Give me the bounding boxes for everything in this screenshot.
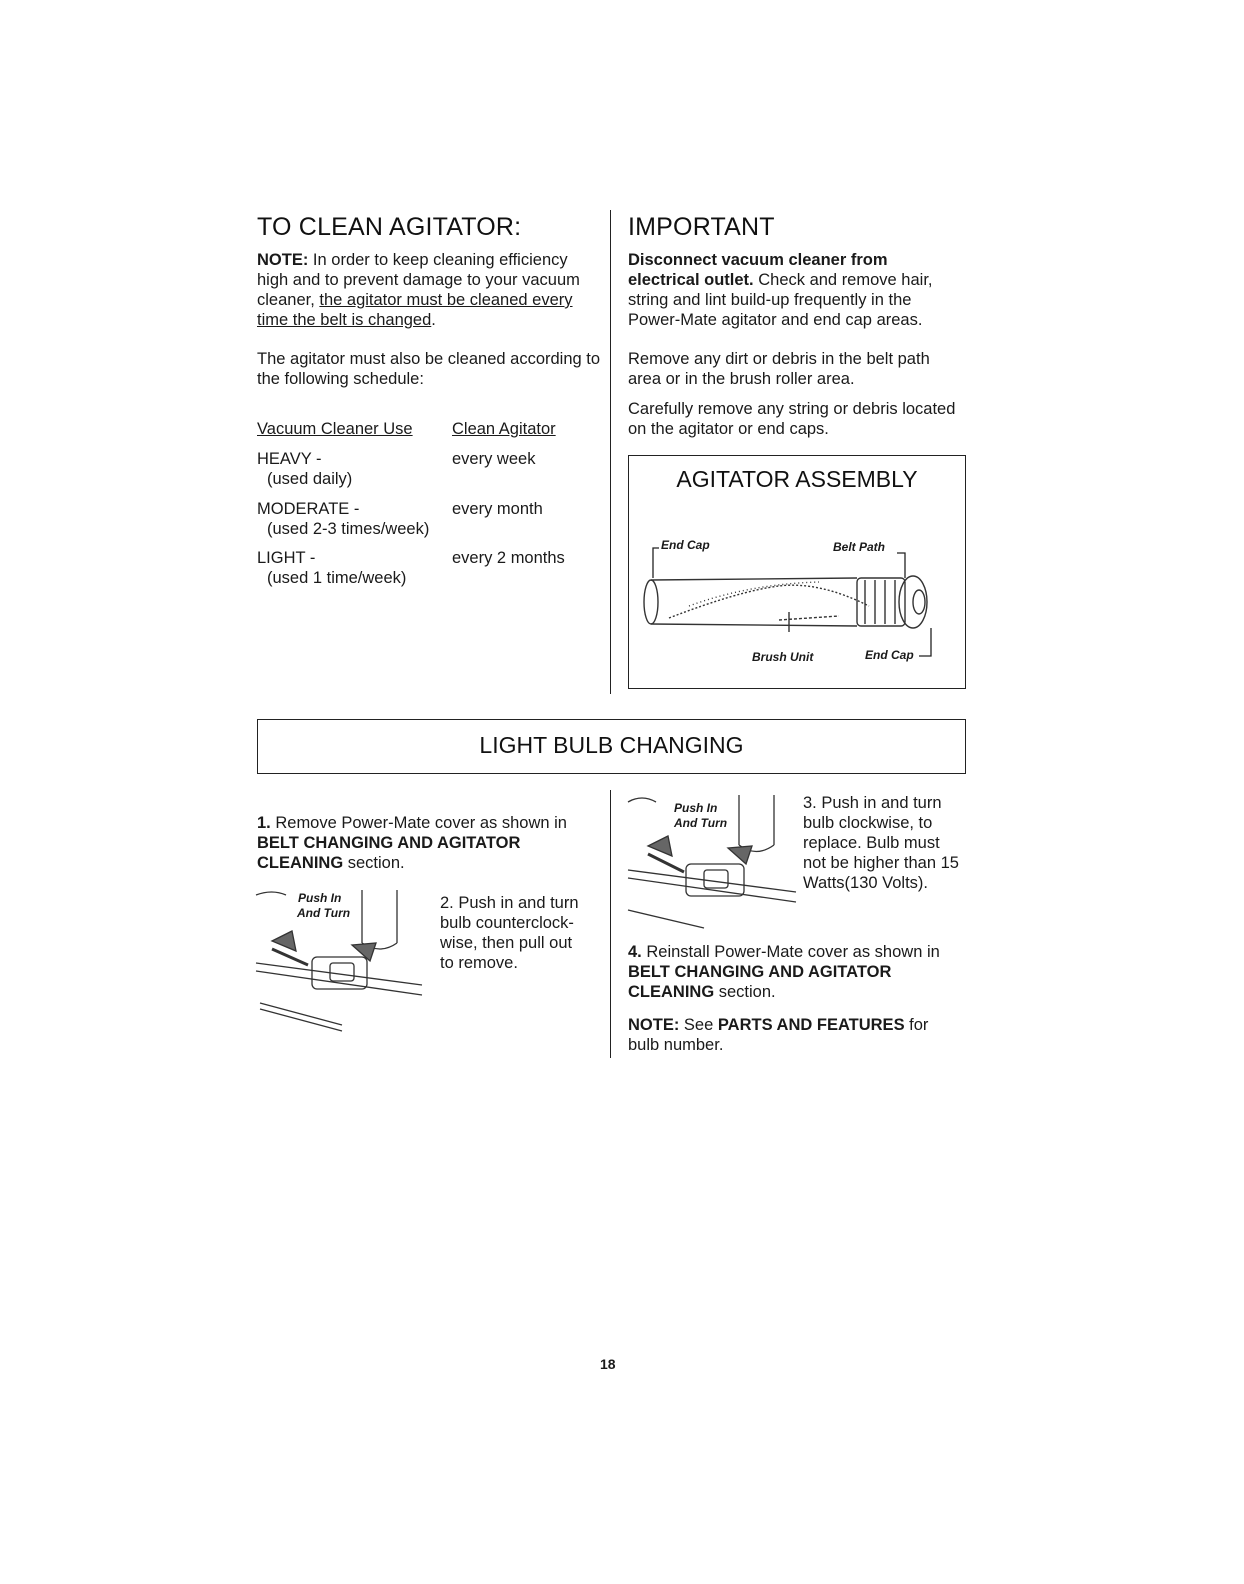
agitator-cleaning-title: TO CLEAN AGITATOR: bbox=[257, 213, 522, 241]
schedule-intro: The agitator must also be cleaned according to the following schedule: bbox=[257, 350, 601, 388]
light-bulb-banner bbox=[257, 719, 966, 774]
end-cap-left-pointer bbox=[653, 548, 659, 578]
schedule-header-clean: Clean Agitator bbox=[452, 420, 556, 438]
schedule-level-heavy: HEAVY - bbox=[257, 450, 322, 468]
schedule-detail-light: (used 1 time/week) bbox=[267, 569, 407, 587]
and-turn-label-2: And Turn bbox=[674, 816, 728, 830]
bulb-number-note: NOTE: See PARTS AND FEATURES for bulb number. bbox=[628, 1016, 929, 1054]
important-para-3: Carefully remove any string or debris located on the agitator or end caps. bbox=[628, 400, 956, 438]
label-end-cap-left: End Cap bbox=[661, 538, 710, 552]
bulb-step-4: 4. Reinstall Power-Mate cover as shown in BELT CHANGING AND AGITATOR CLEANING section. bbox=[628, 943, 940, 1001]
push-in-label-1: Push In bbox=[298, 891, 342, 905]
belt-path-pointer bbox=[897, 553, 905, 578]
label-end-cap-right: End Cap bbox=[865, 648, 914, 662]
schedule-detail-moderate: (used 2-3 times/week) bbox=[267, 520, 430, 538]
bulb-step-2: 2. Push in and turn bulb counterclock-wise, then pull out to remove. bbox=[440, 894, 579, 972]
schedule-detail-heavy: (used daily) bbox=[267, 470, 353, 488]
agitator-assembly-title: AGITATOR ASSEMBLY bbox=[676, 466, 918, 492]
disconnect-warning: Disconnect vacuum cleaner from electrical outlet. bbox=[628, 251, 888, 289]
label-belt-path: Belt Path bbox=[833, 540, 886, 554]
schedule-freq-light: every 2 months bbox=[452, 549, 565, 567]
bulb-step-3: 3. Push in and turn bulb clockwise, to replace. Bulb must not be higher than 15 Watts(130 Volts). bbox=[803, 794, 959, 892]
schedule-level-light: LIGHT - bbox=[257, 549, 316, 567]
note-underlined-text: the agitator must be cleaned every time the belt is changed bbox=[257, 291, 573, 329]
end-cap-right-pointer bbox=[919, 628, 931, 656]
schedule-freq-heavy: every week bbox=[452, 450, 536, 468]
column-divider bbox=[610, 210, 611, 694]
important-title: IMPORTANT bbox=[628, 213, 775, 241]
note-text: In order to keep cleaning efficiency high and to prevent damage to your vacuum cleaner, bbox=[257, 251, 580, 309]
schedule-header-use: Vacuum Cleaner Use bbox=[257, 420, 413, 438]
schedule-freq-moderate: every month bbox=[452, 500, 543, 518]
note-label: NOTE: bbox=[257, 251, 309, 269]
bulb-step-1: 1. Remove Power-Mate cover as shown in BELT CHANGING AND AGITATOR CLEANING section. bbox=[257, 814, 567, 872]
page-number: 18 bbox=[600, 1356, 616, 1372]
label-brush-unit: Brush Unit bbox=[752, 650, 814, 664]
light-bulb-title: LIGHT BULB CHANGING bbox=[479, 732, 744, 758]
bulb-column-divider bbox=[610, 790, 611, 1058]
important-para-1 bbox=[628, 250, 963, 330]
schedule-level-moderate: MODERATE - bbox=[257, 500, 360, 518]
note-end: . bbox=[431, 311, 436, 329]
agitator-assembly-box bbox=[628, 455, 966, 689]
and-turn-label-1: And Turn bbox=[297, 906, 351, 920]
motion-lines bbox=[256, 892, 286, 895]
push-in-label-2: Push In bbox=[674, 801, 718, 815]
important-para-1-rest: Check and remove hair, string and lint build-up frequently in the Power-Mate agitator and end cap areas. bbox=[628, 271, 933, 329]
agitator-roller bbox=[644, 576, 927, 628]
agitator-note bbox=[257, 250, 597, 330]
important-para-2: Remove any dirt or debris in the belt path area or in the brush roller area. bbox=[628, 350, 930, 388]
